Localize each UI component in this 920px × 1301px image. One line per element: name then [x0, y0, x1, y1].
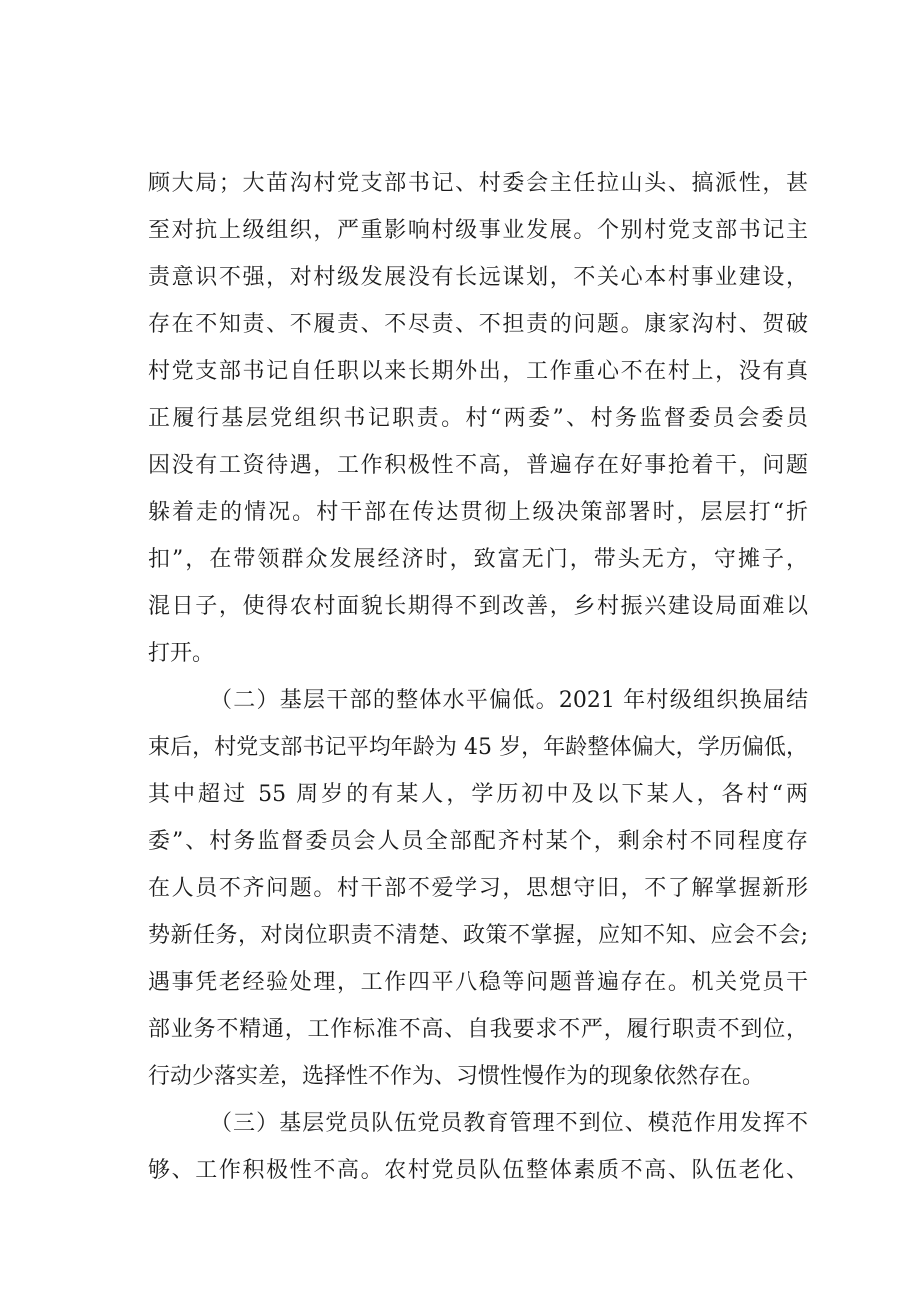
text-line: 村党支部书记自任职以来长期外出，工作重心不在村上，没有真: [148, 359, 808, 384]
text-line: 打开。: [148, 641, 215, 666]
text-line: 因没有工资待遇，工作积极性不高，普遍存在好事抢着干，问题: [148, 453, 808, 478]
text-line: 束后，村党支部书记平均年龄为 45 岁，年龄整体偏大，学历偏低，: [148, 735, 808, 760]
text-line: 扣”，在带领群众发展经济时，致富无门，带头无方，守摊子，: [148, 547, 808, 572]
text-line: 至对抗上级组织，严重影响村级事业发展。个别村党支部书记主: [148, 218, 808, 243]
section-heading-line: （二）基层干部的整体水平偏低。2021 年村级组织换届结: [210, 688, 808, 713]
paragraph-continuation: [148, 160, 808, 677]
text-line: 行动少落实差，选择性不作为、习惯性慢作为的现象依然存在。: [148, 1064, 765, 1089]
paragraph-section-2: [148, 677, 808, 1100]
text-line: 其中超过 55 周岁的有某人，学历初中及以下某人，各村“两: [148, 782, 808, 807]
text-line: 够、工作积极性不高。农村党员队伍整体素质不高、队伍老化、: [148, 1158, 808, 1183]
text-line: 顾大局；大苗沟村党支部书记、村委会主任拉山头、搞派性，甚: [148, 171, 808, 196]
text-line: 责意识不强，对村级发展没有长远谋划，不关心本村事业建设，: [148, 265, 808, 290]
body-text: [148, 160, 808, 1194]
text-line: 正履行基层党组织书记职责。村“两委”、村务监督委员会委员: [148, 406, 808, 431]
text-line: 遇事凭老经验处理，工作四平八稳等问题普遍存在。机关党员干: [148, 970, 808, 995]
text-line: 势新任务，对岗位职责不清楚、政策不掌握，应知不知、应会不会;: [148, 923, 808, 948]
text-line: 混日子，使得农村面貌长期得不到改善，乡村振兴建设局面难以: [148, 594, 808, 619]
text-line: 躲着走的情况。村干部在传达贯彻上级决策部署时，层层打“折: [148, 500, 808, 525]
text-line: 部业务不精通，工作标准不高、自我要求不严，履行职责不到位，: [148, 1017, 808, 1042]
text-line: 在人员不齐问题。村干部不爱学习，思想守旧，不了解掌握新形: [148, 876, 808, 901]
text-line: 委”、村务监督委员会人员全部配齐村某个，剩余村不同程度存: [148, 829, 808, 854]
text-line: 存在不知责、不履责、不尽责、不担责的问题。康家沟村、贺破: [148, 312, 808, 337]
section-heading-line: （三）基层党员队伍党员教育管理不到位、模范作用发挥不: [210, 1111, 808, 1136]
paragraph-section-3: [148, 1100, 808, 1194]
